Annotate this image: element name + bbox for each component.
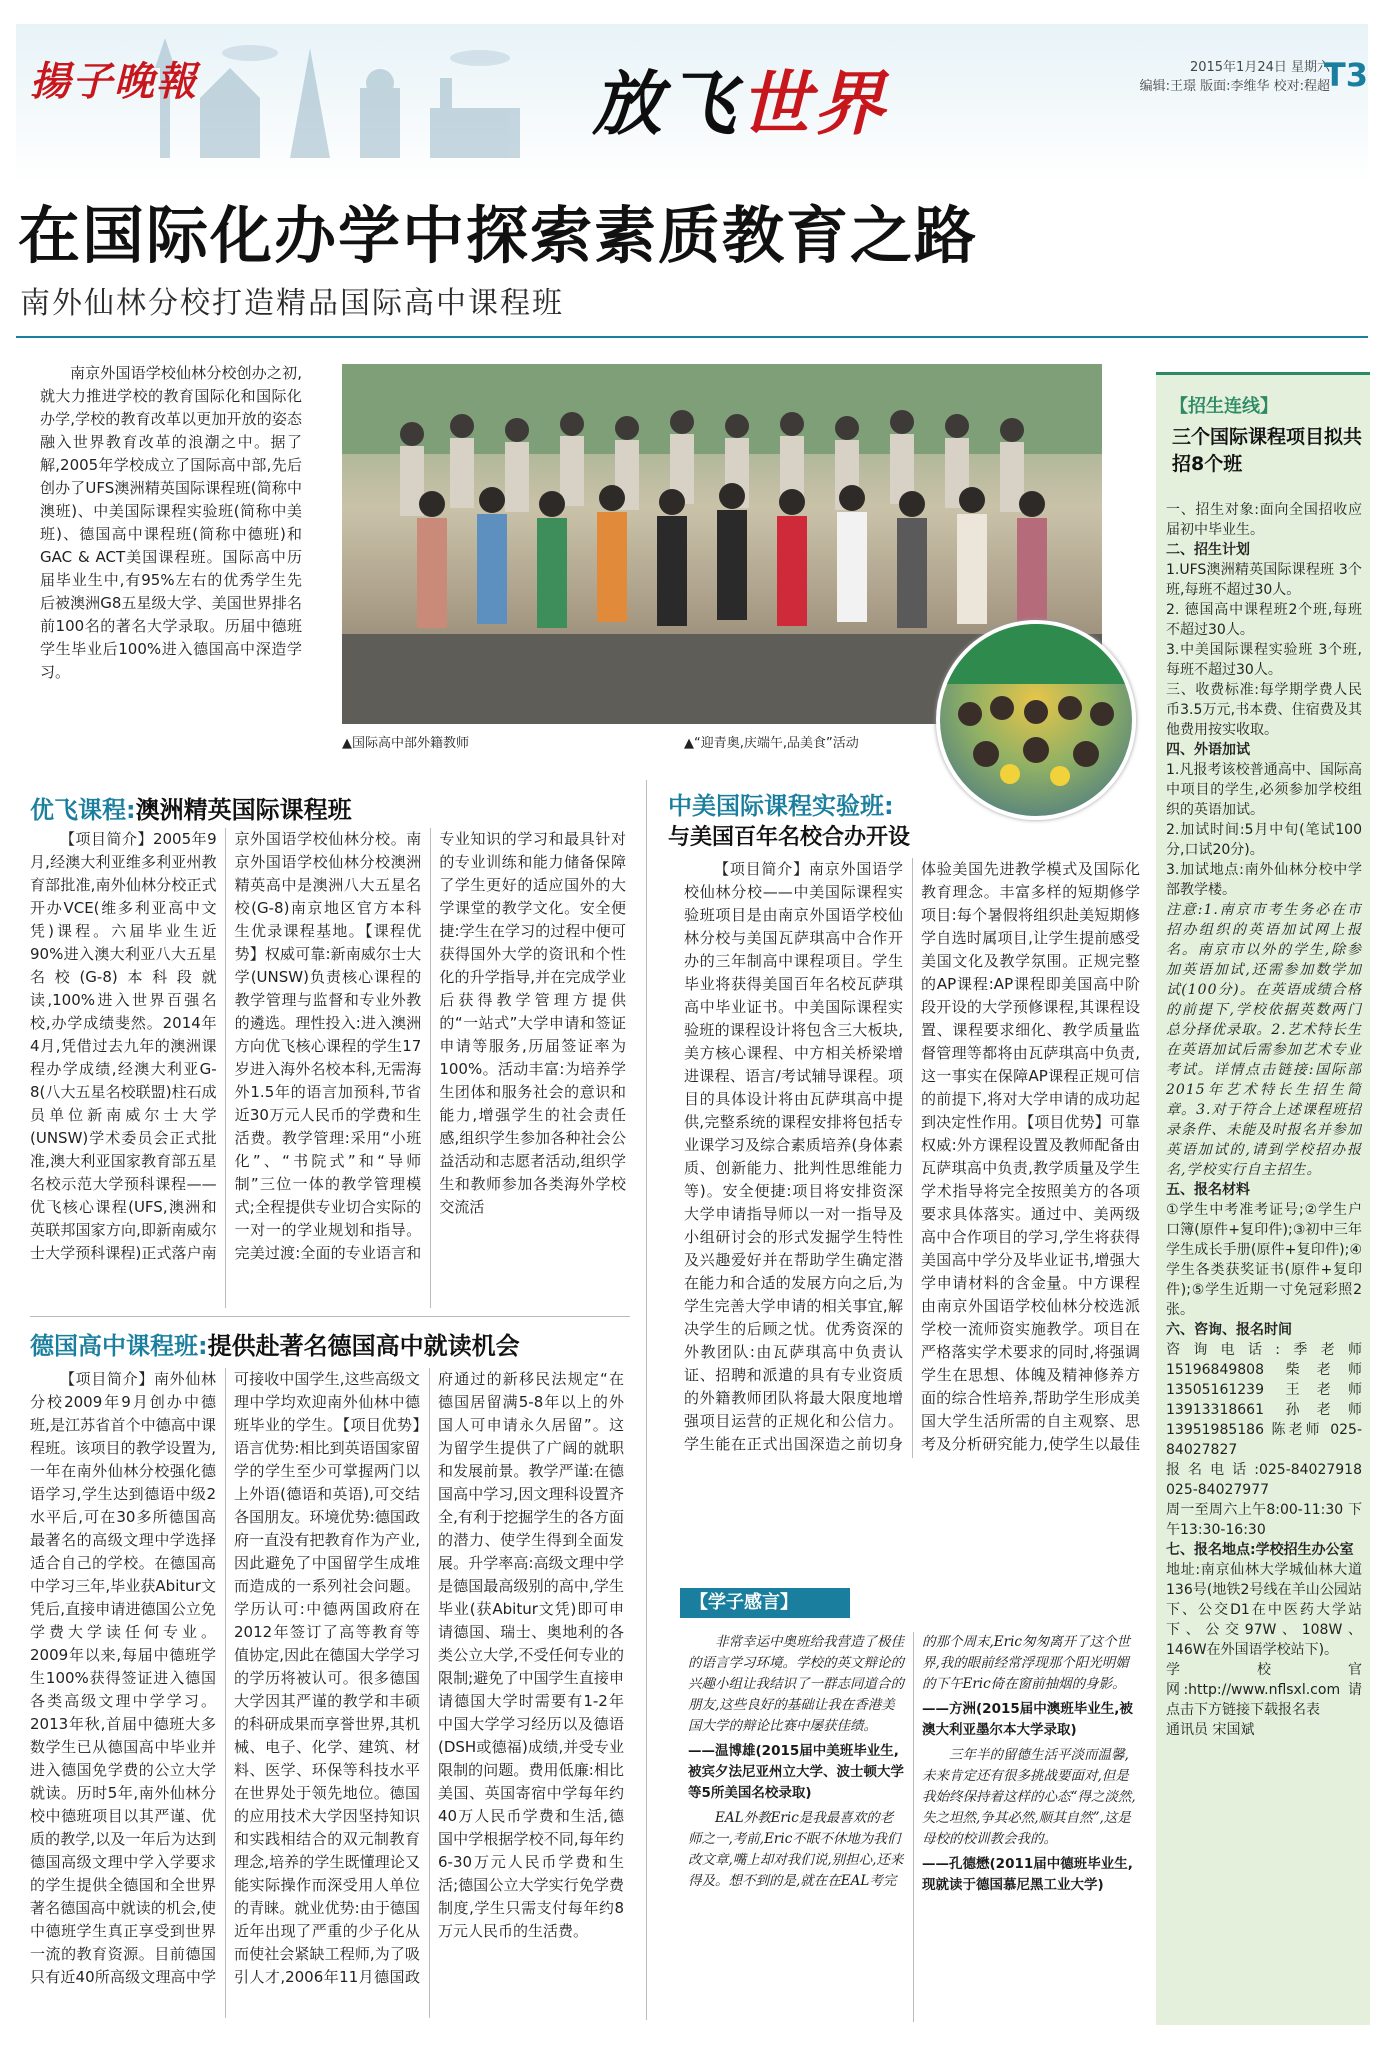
section-us-title [668,786,894,821]
sidebar-line: 1.凡报考该校普通高中、国际高中项目的学生,必须参加学校组织的英语加试。 [1166,762,1362,818]
section-de-heading: 提供赴著名德国高中就读机会 [207,1332,520,1360]
sidebar-line: 五、报名材料 [1166,1182,1250,1198]
sidebar-line: 2.加试时间:5月中旬(笔试100分,口试20分)。 [1166,822,1362,858]
intro-paragraph: 南京外国语学校仙林分校创办之初,就大力推进学校的教育国际化和国际化办学,学校的教育改革以更加开放的姿态融入世界教育改革的浪潮之中。据了解,2005年学校成立了国际高中部,先后创办了UFS澳洲精英国际课程班(简称中澳班)、中美国际课程实验班(简称中美班)、德国高中课程班(简称中德班)和GAC & ACT美国课程班。国际高中历届毕业生中,有95%左右的优秀学生先后被澳洲G8五星级大学、美国世界排名前100名的著名大学录取。历届中德班学生毕业后100%进入德国高中深造学习。 [40,364,302,681]
column-divider [646,780,647,2020]
section-au-text: 【项目简介】2005年9月,经澳大利亚维多利亚州教育部批准,南外仙林分校正式开办VCE(维多利亚高中文凭)课程。六届毕业生近90%进入澳大利亚八大五星名校(G-8)本科段就读,100%进入世界百强名校,办学成绩斐然。2014年4月,凭借过去九年的澳洲课程办学成绩,经澳大利亚G-8(八大五星名校联盟)柱石成员单位新南威尔士大学(UNSW)学术委员会正式批准,澳大利亚国家教育部五星名校示范大学预科课程——优飞核心课程(UFS,澳洲和英联邦国家方向,即新南威尔士大学预科课程)正式落户南京外国语学校仙林分校。南京外国语学校仙林分校澳洲精英高中是澳洲八大五星名校(G-8)南京地区官方本科生优录课程基地。【课程优势】权威可靠:新南威尔士大学(UNSW)负责核心课程的教学管理与监督和专业外教的遴选。理性投入:进入澳洲方向优飞核心课程的学生17岁进入海外名校本科,无需海外1.5年的语言加预科,节省近30万元人民币的学费和生活费。教学管理:采用“小班化”、“书院式”和“导师制”三位一体的教学管理模式;全程提供专业切合实际的一对一的学业规划和指导。完美过渡:全面的专业语言和专业知识的学习和最具针对的专业训练和能力储备保障了学生更好的适应国外的大学课堂的教学文化。安全便捷:学生在学习的过程中便可获得国外大学的资讯和个性化的升学指导,并在完成学业后获得教学管理方提供的“一站式”大学申请和签证申请等服务,历届签证率为100%。活动丰富:为培养学生团体和服务社会的意识和能力,增强学生的社会责任感,组织学生参加各种社会公益活动和志愿者活动,组织学生和教师参加各类海外学校交流活 [30,830,626,1262]
testimonial-1: 非常幸运中奥班给我营造了极佳的语言学习环境。学校的英文辩论的兴趣小组让我结识了一群志同道合的朋友,这些良好的基础让我在香港美国大学的辩论比赛中屡获佳绩。 [688,1634,904,1734]
testimonials-tag: 【学子感言】 [680,1588,850,1618]
sidebar-line: 1.UFS澳洲精英国际课程班 3个班,每班不超过30人。 [1166,562,1362,598]
section-de-body [30,1368,624,2018]
section-de-title [30,1326,520,1361]
round-event-photo [936,620,1136,820]
page-number: T3 [1323,56,1368,94]
column-title [592,48,888,149]
intro-text [40,362,302,752]
section-au-heading: 澳洲精英国际课程班 [135,796,352,824]
section-au-tag: 优飞课程: [30,796,136,824]
testimonial-2-signature: ——方洲(2015届中澳班毕业生,被澳大利亚墨尔本大学录取) [922,1701,1133,1738]
sidebar-line: 通讯员 宋国斌 [1166,1722,1255,1738]
sidebar-line: 学校官网:http://www.nflsxl.com 请点击下方链接下载报名表 [1166,1662,1362,1718]
section-us-body [684,858,1140,1458]
sidebar-line: 报名电话:025-84027918 025-84027977 [1166,1462,1362,1498]
newspaper-logo: 揚子晚報 [30,58,198,105]
section-de-divider [30,1316,630,1317]
photo-caption-main: ▲国际高中部外籍教师 [342,736,469,751]
issue-meta [1030,58,1330,96]
sidebar-line: 注意:1.南京市考生务必在市招办组织的英语加试网上报名。南京市以外的学生,除参加英语加试,还需参加数学加试(100分)。在英语成绩合格的前提下,学校依据英数两门总分择优录取。2.艺术特长生在英语加试后需参加艺术专业考试。详情点击链接:国际部2015年艺术特长生招生简章。3.对于符合上述课程班招录条件、未能及时报名并参加英语加试的,请到学校招办报名,学校实行自主招生。 [1166,902,1362,1178]
sidebar-line: ①学生中考准考证号;②学生户口簿(原件+复印件);③初中三年学生成长手册(原件+复印件);④学生各类获奖证书(原件+复印件);⑤学生近期一寸免冠彩照2张。 [1166,1202,1362,1318]
sidebar-line: 3.加试地点:南外仙林分校中学部教学楼。 [1166,862,1362,898]
round-photo-figures [940,624,1132,816]
sidebar-line: 六、咨询、报名时间 [1166,1322,1292,1338]
section-au-body [30,828,626,1308]
sidebar-line: 周一至周六上午8:00-11:30 下午13:30-16:30 [1166,1502,1362,1538]
testimonial-3: 三年半的留德生活平淡而温馨,未来肯定还有很多挑战要面对,但是我始终保持着这样的心态“得之淡然,失之坦然,争其必然,顺其自然”,这是母校的校训教会我的。 [922,1747,1136,1847]
photo-caption-round: ▲“迎青奥,庆端午,品美食”活动 [684,736,859,751]
section-de-tag: 德国高中课程班: [30,1332,208,1360]
sidebar-line: 地址:南京仙林大学城仙林大道136号(地铁2号线在羊山公园站下、公交D1在中医药大学站下、公交97W、108W、146W在外国语学校站下)。 [1166,1562,1362,1658]
testimonial-3-signature: ——孔德懋(2011届中德班毕业生,现就读于德国慕尼黑工业大学) [922,1856,1133,1893]
editor-credits: 编辑:王璟 版面:李维华 校对:程超 [1139,79,1330,94]
section-au-title [30,790,352,825]
sub-headline: 南外仙林分校打造精品国际高中课程班 [20,286,564,321]
section-de-text: 【项目简介】南外仙林分校2009年9月创办中德班,是江苏省首个中德高中课程班。该项目的教学设置为,一年在南外仙林分校强化德语学习,学生达到德语中级2水平后,可在30多所德国高最著名的高级文理中学选择适合自己的学校。在德国高中学习三年,毕业获Abitur文凭后,直接申请进德国公立免学费大学读任何专业。2009年以来,每届中德班学生100%获得签证进入德国各类高级文理中学学习。2013年秋,首届中德班大多数学生已从德国高中毕业并进入德国免学费的公立大学就读。历时5年,南外仙林分校中德班项目以其严谨、优质的教学,以及一年后为达到德国高级文理中学入学要求的学生提供全德国和全世界著名德国高中就读的机会,使中德班学生真正享受到世界一流的教育资源。目前德国只有近40所高级文理高中学可接收中国学生,这些高级文理中学均欢迎南外仙林中德班毕业的学生。【项目优势】语言优势:相比到英语国家留学的学生至少可掌握两门以上外语(德语和英语),可交结各国朋友。环境优势:德国政府一直没有把教育作为产业,因此避免了中国留学生成堆而造成的一系列社会问题。学历认可:中德两国政府在2012年签订了高等教育等值协定,因此在德国大学学习的学历将被认可。很多德国大学因其严谨的教学和丰硕的科研成果而享誉世界,其机械、电子、化学、建筑、材料、医学、环保等科技水平在世界处于领先地位。德国的应用技术大学因坚持知识和实践相结合的双元制教育理念,培养的学生既懂理论又能实际操作而深受用人单位的青睐。就业优势:由于德国近年出现了严重的少子化从而使社会紧缺工程师,为了吸引人才,2006年11月德国政府通过的新移民法规定“在德国居留满5-8年以上的外国人可申请永久居留”。这为留学生提供了广阔的就职和发展前景。教学严谨:在德国高中学习,因文理科设置齐全,有利于挖掘学生的各方面的潜力、使学生得到全面发展。升学率高:高级文理中学是德国最高级别的高中,学生毕业(获Abitur文凭)即可申请德国、瑞士、奥地利的各类公立大学,不受任何专业的限制;避免了中国学生直接申请德国大学时需要有1-2年中国大学学习经历以及德语(DSH或德福)成绩,并受专业限制的问题。费用低廉:相比美国、英国寄宿中学每年约40万人民币学费和生活,德国中学根据学校不同,每年约6-30万元人民币学费和生活;德国公立大学实行免学费制度,学生只需支付每年约8万元人民币的生活费。 [30,1370,624,1986]
testimonial-2: EAL外教Eric是我最喜欢的老师之一,考前,Eric不眠不休地为我们改文章,嘴上却对我们说,别担心,还来得及。想不到的是,就在在EAL考完的那个周末,Eric匆匆离开了这个世界,我的眼前经常浮现那个阳光明媚的下午Eric倚在窗前抽烟的身影。 [688,1634,1130,1889]
sidebar-line: 三、收费标准:每学期学费人民币3.5万元,书本费、住宿费及其他费用按实收取。 [1166,682,1362,738]
main-headline: 在国际化办学中探索素质教育之路 [18,199,979,272]
sidebar-line: 二、招生计划 [1166,542,1250,558]
sidebar-line: 四、外语加试 [1166,742,1250,758]
sidebar-line: 咨询电话:季老师 15196849808 柴老师 13505161239 王老师 13913318661 孙老师 13951985186 陈老师 025-84027827 [1166,1342,1362,1458]
sidebar-title: 三个国际课程项目拟共招8个班 [1172,426,1363,475]
testimonials-body [688,1632,1138,2022]
sidebar-line: 七、报名地点:学校招生办公室 [1166,1542,1354,1558]
section-us-text: 【项目简介】南京外国语学校仙林分校——中美国际课程实验班项目是由南京外国语学校仙林分校与美国瓦萨琪高中合作开办的三年制高中课程项目。学生毕业将获得美国百年名校瓦萨琪高中毕业证书。中美国际课程实验班的课程设计将包含三大板块,美方核心课程、中方相关桥梁增进课程、语言/考试辅导课程。项目的具体设计将由瓦萨琪高中提供,完整系统的课程安排将包括专业课学习及综合素质培养(身体素质、创新能力、批判性思维能力等)。安全便捷:项目将安排资深大学申请指导师以一对一指导及小组研讨会的形式发掘学生特性及兴趣爱好并在帮助学生确定潜在能力和合适的发展方向之后,为学生完善大学申请的相关事宜,解决学生的后顾之忧。优秀资深的外教团队:由瓦萨琪高中负责认证、招聘和派遣的具有专业资质的外籍教师团队将最大限度地增强项目运营的正规化和公信力。学生能在正式出国深造之前切身体验美国先进教学模式及国际化教育理念。丰富多样的短期修学项目:每个暑假将组织赴美短期修学自选时属项目,让学生提前感受美国文化及教学氛围。正规完整的AP课程:AP课程即美国高中阶段开设的大学预修课程,其课程设置、课程要求细化、教学质量监督管理等都将由瓦萨琪高中负责,这一事实在保障AP课程正规可信的前提下,将对大学申请的成功起到决定性作用。【项目优势】可靠权威:外方课程设置及教师配备由瓦萨琪高中负责,教学质量及学生学术指导将完全按照美方的各项要求具体落实。通过中、美两级高中合作项目的学习,学生将获得美国高中学分及毕业证书,增强大学申请材料的含金量。中方课程由南京外国语学校仙林分校选派学校一流师资实施教学。项目在严格落实学术要求的同时,将强调学生在思想、体魄及精神修养方面的综合性培养,帮助学生形成美国大学生活所需的自主观察、思考及分析研究能力,使学生以最佳 [684,860,1140,1453]
sidebar-line: 2. 德国高中课程班2个班,每班不超过30人。 [1166,602,1362,638]
section-us-tag: 中美国际课程实验班: [668,792,894,820]
headline-divider [16,336,1368,338]
landmarks-illustration [140,28,570,168]
section-us-subtitle: 与美国百年名校合办开设 [668,825,911,850]
sidebar-line: 一、招生对象:面向全国招收应届初中毕业生。 [1166,502,1362,538]
sidebar-body [1166,500,1362,2010]
testimonial-1-signature: ——温博雄(2015届中美班毕业生,被宾夕法尼亚州立大学、波士顿大学等5所美国名校录取) [688,1743,904,1801]
sidebar-tag: 【招生连线】 [1170,396,1278,417]
column-title-part1: 放飞 [592,62,740,145]
column-title-part2: 世界 [740,62,888,145]
issue-date: 2015年1月24日 星期六 [1189,60,1330,75]
sidebar-line: 3.中美国际课程实验班 3个班,每班不超过30人。 [1166,642,1362,678]
